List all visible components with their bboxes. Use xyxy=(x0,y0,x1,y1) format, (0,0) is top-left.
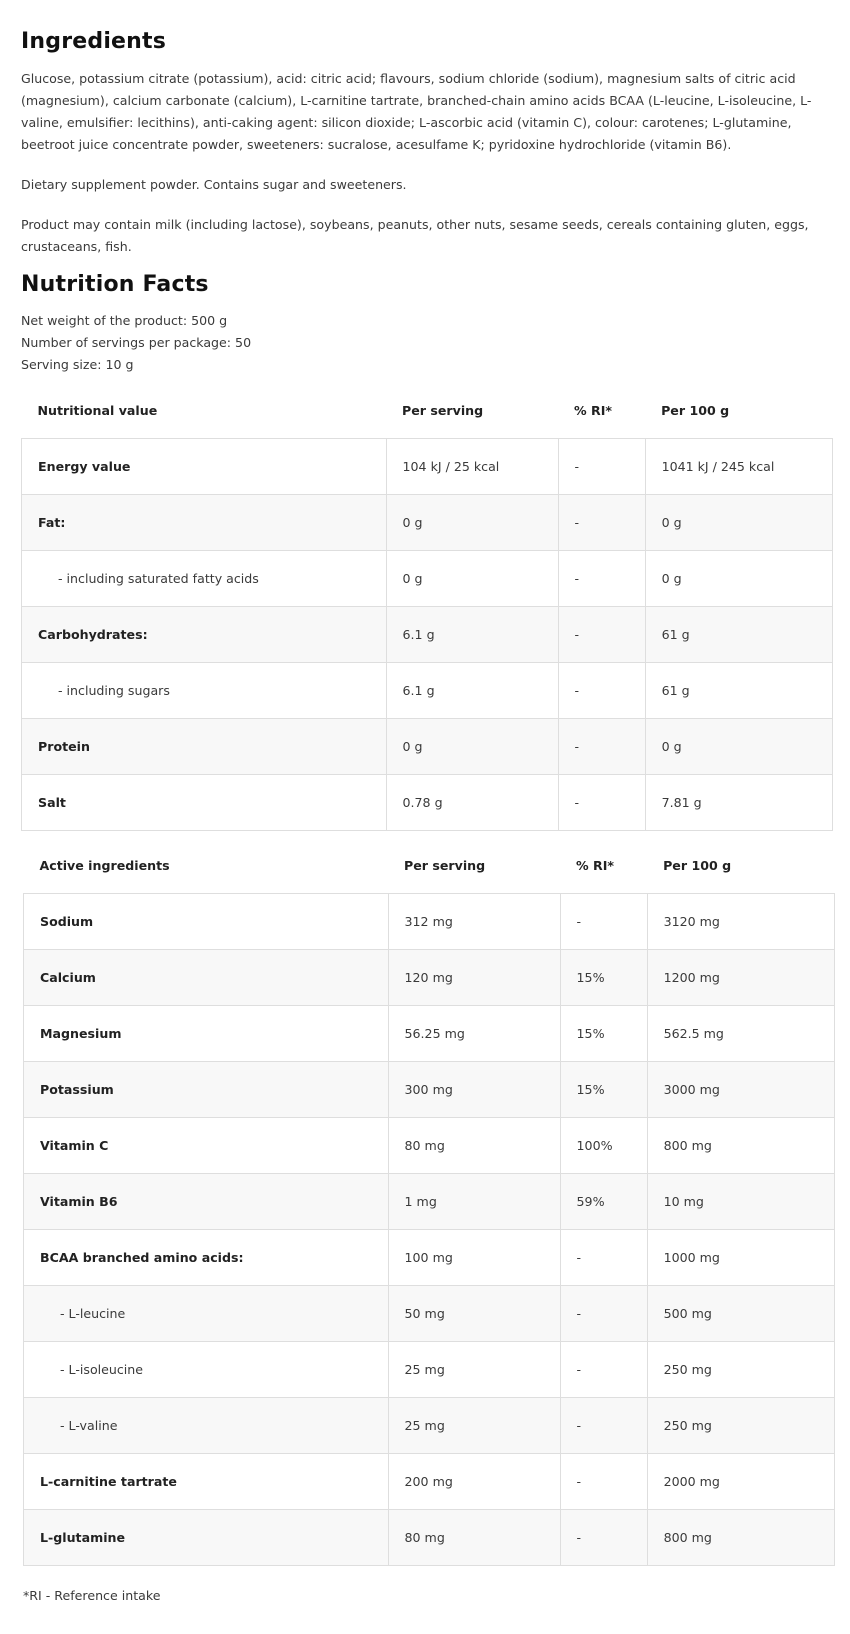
per-100g-value: 0 g xyxy=(645,551,832,607)
nutrient-name: Sodium xyxy=(24,894,389,950)
net-weight: Net weight of the product: 500 g xyxy=(21,313,228,328)
active-ingredients-table xyxy=(23,837,835,1566)
per-100g-value: 3000 mg xyxy=(647,1062,834,1118)
column-header: % RI* xyxy=(574,402,613,418)
per-serving-value: 200 mg xyxy=(388,1454,560,1510)
per-100g-value: 7.81 g xyxy=(645,775,832,831)
column-header: Per 100 g xyxy=(663,857,732,873)
nutrition-facts-heading: Nutrition Facts xyxy=(21,272,209,297)
per-100g-value: 0 g xyxy=(645,495,832,551)
ri-value: - xyxy=(560,1398,647,1454)
active-ingredient-row xyxy=(24,1174,835,1230)
column-header: Per 100 g xyxy=(661,402,730,418)
ri-value: - xyxy=(558,663,645,719)
per-100g-value: 1041 kJ / 245 kcal xyxy=(645,439,832,495)
active-ingredient-row xyxy=(24,894,835,950)
per-serving-value: 0 g xyxy=(386,719,558,775)
nutrition-table xyxy=(21,382,833,831)
per-100g-value: 500 mg xyxy=(647,1286,834,1342)
allergen-note: Product may contain milk (including lactose), soybeans, peanuts, other nuts, sesame seeds, cereals containing gluten, eggs, crustaceans, fish. xyxy=(21,217,809,254)
active-table-header xyxy=(24,837,835,894)
ri-value: - xyxy=(558,719,645,775)
nutrient-name: Vitamin B6 xyxy=(24,1174,389,1230)
nutrition-row xyxy=(22,551,833,607)
nutrient-name: Salt xyxy=(22,775,387,831)
per-100g-value: 0 g xyxy=(645,719,832,775)
package-info xyxy=(21,310,829,376)
footnote: *RI - Reference intake xyxy=(23,1588,161,1603)
nutrient-name: Potassium xyxy=(24,1062,389,1118)
column-header: Per serving xyxy=(402,402,484,418)
serving-size: Serving size: 10 g xyxy=(21,357,134,372)
per-serving-value: 56.25 mg xyxy=(388,1006,560,1062)
nutrition-row xyxy=(22,495,833,551)
per-serving-value: 100 mg xyxy=(388,1230,560,1286)
nutrient-name: Fat: xyxy=(22,495,387,551)
nutrient-name: Magnesium xyxy=(24,1006,389,1062)
active-ingredient-row xyxy=(24,950,835,1006)
nutrient-name: Calcium xyxy=(24,950,389,1006)
nutrient-name: - L-isoleucine xyxy=(24,1342,389,1398)
active-ingredient-row xyxy=(24,1230,835,1286)
nutrient-name: L-glutamine xyxy=(24,1510,389,1566)
per-100g-value: 250 mg xyxy=(647,1342,834,1398)
nutrient-name: Energy value xyxy=(22,439,387,495)
servings-per-package: Number of servings per package: 50 xyxy=(21,335,252,350)
supplement-note: Dietary supplement powder. Contains sugar and sweeteners. xyxy=(21,177,407,192)
active-ingredient-row xyxy=(24,1286,835,1342)
ri-value: - xyxy=(560,1454,647,1510)
nutrient-name: - including sugars xyxy=(22,663,387,719)
per-100g-value: 61 g xyxy=(645,607,832,663)
per-serving-value: 300 mg xyxy=(388,1062,560,1118)
ri-value: - xyxy=(558,775,645,831)
per-100g-value: 3120 mg xyxy=(647,894,834,950)
per-serving-value: 120 mg xyxy=(388,950,560,1006)
active-ingredient-row xyxy=(24,1118,835,1174)
per-serving-value: 80 mg xyxy=(388,1510,560,1566)
ri-value: 15% xyxy=(560,1062,647,1118)
nutrition-row xyxy=(22,607,833,663)
nutrient-name: Protein xyxy=(22,719,387,775)
per-serving-value: 0 g xyxy=(386,495,558,551)
per-100g-value: 1000 mg xyxy=(647,1230,834,1286)
nutrient-name: L-carnitine tartrate xyxy=(24,1454,389,1510)
per-serving-value: 1 mg xyxy=(388,1174,560,1230)
per-serving-value: 312 mg xyxy=(388,894,560,950)
ri-value: - xyxy=(560,894,647,950)
nutrient-name: BCAA branched amino acids: xyxy=(24,1230,389,1286)
ingredients-heading: Ingredients xyxy=(21,29,167,54)
per-100g-value: 61 g xyxy=(645,663,832,719)
per-100g-value: 250 mg xyxy=(647,1398,834,1454)
ingredients-list: Glucose, potassium citrate (potassium), acid: citric acid; flavours, sodium chloride (sodium), magnesium salts of citric acid (magnesium), calcium carbonate (calcium), L-carnitine tartrate, branched-chain amino acids BCAA (L-leucine, L-isoleucine, L-valine, emulsifier: lecithins), anti-caking agent: silicon dioxide; L-ascorbic acid (vitamin C), colour: carotenes; L-glutamine, beetroot juice concentrate powder, sweeteners: sucralose, acesulfame K; pyridoxine hydrochloride (vitamin B6). xyxy=(21,71,812,152)
ri-value: - xyxy=(560,1510,647,1566)
ri-value: 59% xyxy=(560,1174,647,1230)
nutrition-row xyxy=(22,719,833,775)
active-ingredient-row xyxy=(24,1342,835,1398)
nutrient-name: - L-leucine xyxy=(24,1286,389,1342)
ri-value: 15% xyxy=(560,950,647,1006)
per-serving-value: 0 g xyxy=(386,551,558,607)
per-100g-value: 1200 mg xyxy=(647,950,834,1006)
nutrition-table-header xyxy=(22,382,833,439)
active-ingredient-row xyxy=(24,1454,835,1510)
per-serving-value: 0.78 g xyxy=(386,775,558,831)
per-serving-value: 25 mg xyxy=(388,1398,560,1454)
column-header: Active ingredients xyxy=(39,857,170,873)
ri-value: 100% xyxy=(560,1118,647,1174)
nutrient-name: Vitamin C xyxy=(24,1118,389,1174)
per-serving-value: 6.1 g xyxy=(386,663,558,719)
nutrient-name: Carbohydrates: xyxy=(22,607,387,663)
nutrition-row xyxy=(22,775,833,831)
per-100g-value: 2000 mg xyxy=(647,1454,834,1510)
nutrient-name: - L-valine xyxy=(24,1398,389,1454)
ri-value: - xyxy=(558,551,645,607)
active-ingredient-row xyxy=(24,1006,835,1062)
per-100g-value: 562.5 mg xyxy=(647,1006,834,1062)
per-100g-value: 800 mg xyxy=(647,1118,834,1174)
ri-value: - xyxy=(560,1342,647,1398)
column-header: Nutritional value xyxy=(37,402,158,418)
active-ingredient-row xyxy=(24,1510,835,1566)
ri-value: - xyxy=(560,1286,647,1342)
column-header: Per serving xyxy=(404,857,486,873)
ri-value: - xyxy=(558,495,645,551)
per-serving-value: 104 kJ / 25 kcal xyxy=(386,439,558,495)
per-serving-value: 25 mg xyxy=(388,1342,560,1398)
active-ingredient-row xyxy=(24,1398,835,1454)
active-ingredient-row xyxy=(24,1062,835,1118)
ri-value: 15% xyxy=(560,1006,647,1062)
ri-value: - xyxy=(560,1230,647,1286)
per-100g-value: 10 mg xyxy=(647,1174,834,1230)
per-serving-value: 80 mg xyxy=(388,1118,560,1174)
nutrition-row xyxy=(22,663,833,719)
per-serving-value: 6.1 g xyxy=(386,607,558,663)
per-100g-value: 800 mg xyxy=(647,1510,834,1566)
per-serving-value: 50 mg xyxy=(388,1286,560,1342)
nutrition-row xyxy=(22,439,833,495)
column-header: % RI* xyxy=(576,857,615,873)
ri-value: - xyxy=(558,439,645,495)
nutrient-name: - including saturated fatty acids xyxy=(22,551,387,607)
ri-value: - xyxy=(558,607,645,663)
